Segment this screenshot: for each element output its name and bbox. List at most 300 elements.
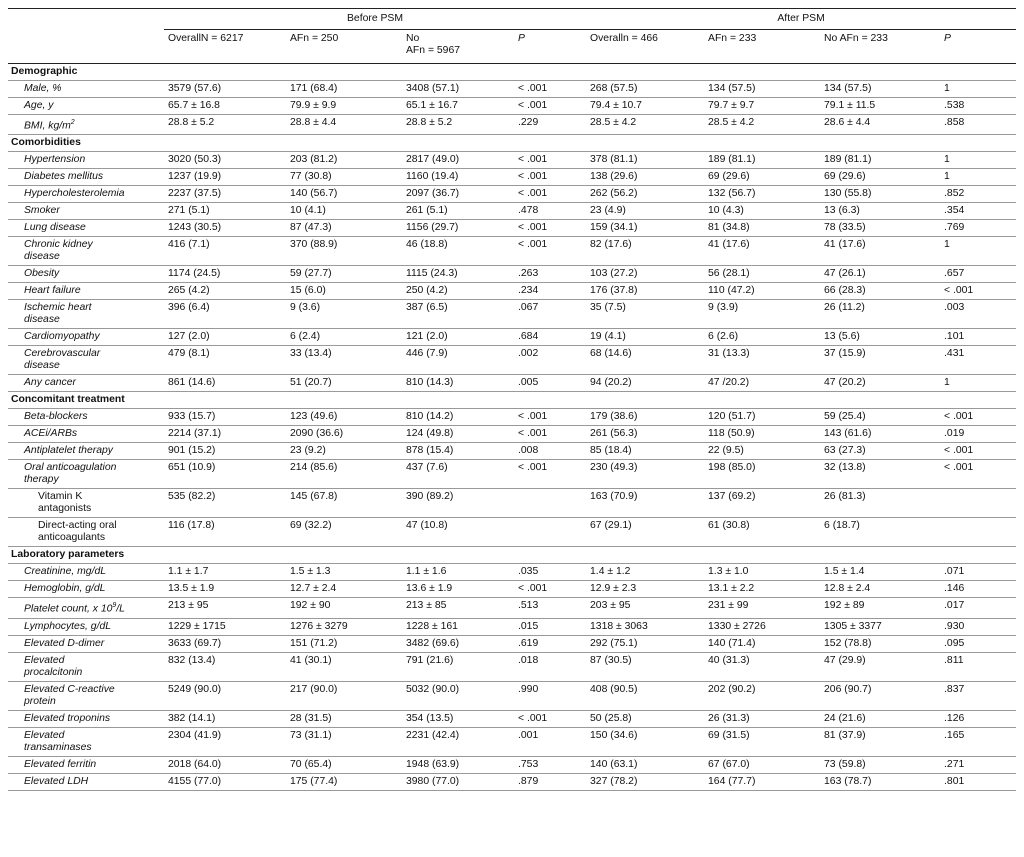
- p-value-cell: < .001: [518, 712, 548, 724]
- value-cell: 140 (63.1): [590, 758, 638, 770]
- table-row: [8, 98, 1016, 115]
- value-cell: 175 (77.4): [290, 775, 338, 787]
- value-cell: 13 (5.6): [824, 331, 860, 343]
- table-row: [8, 266, 1016, 283]
- value-cell: 47 (29.9): [824, 654, 866, 666]
- value-cell: 73 (59.8): [824, 758, 866, 770]
- value-cell: 163 (70.9): [590, 491, 638, 503]
- p-value-cell: .513: [518, 600, 539, 612]
- row-label-text: Elevated C-reactive protein: [24, 683, 115, 707]
- row-label: [8, 115, 164, 135]
- row-label-text: Ischemic heart disease: [24, 302, 92, 326]
- value-cell: 41 (17.6): [824, 239, 866, 251]
- row-label-text: Lung disease: [24, 222, 86, 234]
- row-label: [8, 426, 164, 443]
- value-cell: 23 (9.2): [290, 445, 326, 457]
- row-label-text: Hypercholesterolemia: [24, 188, 125, 200]
- row-label-suffix: /L: [116, 603, 125, 615]
- value-cell: 41 (17.6): [708, 239, 750, 251]
- value-cell: 13.1 ± 2.2: [708, 583, 755, 595]
- p-value-cell: < .001: [944, 411, 974, 423]
- value-cell: 10 (4.1): [290, 205, 326, 217]
- table-row: [8, 329, 1016, 346]
- column-header-row: [8, 30, 1016, 64]
- table-body: [8, 64, 1016, 791]
- group-before-psm: Before PSM: [164, 9, 586, 30]
- p-value-cell: .126: [944, 712, 965, 724]
- table-row: [8, 375, 1016, 392]
- value-cell: 67 (29.1): [590, 520, 632, 532]
- value-cell: 1.1 ± 1.6: [406, 566, 447, 578]
- row-label-text: Elevated procalcitonin: [24, 654, 83, 678]
- table-row: [8, 618, 1016, 635]
- p-value-cell: < .001: [944, 285, 974, 297]
- column-header: P: [518, 33, 525, 44]
- value-cell: 26 (31.3): [708, 712, 750, 724]
- value-cell: 1243 (30.5): [168, 222, 222, 234]
- p-value-cell: .990: [518, 683, 539, 695]
- section-header-row: [8, 135, 1016, 152]
- value-cell: 123 (49.6): [290, 411, 338, 423]
- value-cell: 12.9 ± 2.3: [590, 583, 637, 595]
- value-cell: 271 (5.1): [168, 205, 210, 217]
- value-cell: 2097 (36.7): [406, 188, 460, 200]
- value-cell: 28.8 ± 4.4: [290, 117, 337, 128]
- value-cell: 3579 (57.6): [168, 83, 222, 94]
- table-row: [8, 443, 1016, 460]
- p-value-cell: < .001: [518, 154, 548, 166]
- p-value-cell: .008: [518, 445, 539, 457]
- value-cell: 164 (77.7): [708, 775, 756, 787]
- value-cell: 810 (14.3): [406, 377, 454, 389]
- row-label: [8, 409, 164, 426]
- value-cell: 1160 (19.4): [406, 171, 459, 183]
- value-cell: 81 (34.8): [708, 222, 750, 234]
- value-cell: 73 (31.1): [290, 729, 332, 741]
- row-label: [8, 237, 164, 266]
- value-cell: 202 (90.2): [708, 683, 756, 695]
- row-label: [8, 152, 164, 169]
- p-value-cell: 1: [944, 83, 950, 94]
- p-value-cell: < .001: [518, 83, 548, 94]
- value-cell: 163 (78.7): [824, 775, 872, 787]
- value-cell: 31 (13.3): [708, 348, 750, 360]
- value-cell: 110 (47.2): [708, 285, 755, 297]
- row-label: [8, 346, 164, 375]
- value-cell: 118 (50.9): [708, 428, 755, 440]
- table-row: [8, 460, 1016, 489]
- table-row: [8, 489, 1016, 518]
- value-cell: 124 (49.8): [406, 428, 454, 440]
- table-row: [8, 581, 1016, 598]
- value-cell: 217 (90.0): [290, 683, 338, 695]
- value-cell: 933 (15.7): [168, 411, 216, 423]
- p-value-cell: .684: [518, 331, 539, 343]
- value-cell: 137 (69.2): [708, 491, 756, 503]
- row-label: [8, 710, 164, 727]
- value-cell: 47 (20.2): [824, 377, 866, 389]
- p-value-cell: .753: [518, 758, 539, 770]
- row-label: [8, 283, 164, 300]
- value-cell: 9 (3.9): [708, 302, 739, 314]
- p-value-cell: .002: [518, 348, 539, 360]
- table-row: [8, 635, 1016, 652]
- table-row: [8, 115, 1016, 135]
- value-cell: 51 (20.7): [290, 377, 332, 389]
- row-label-text: Cerebrovascular disease: [24, 348, 101, 372]
- p-value-cell: < .001: [518, 100, 548, 111]
- row-label-text: Age, y: [24, 100, 54, 111]
- row-label: [8, 618, 164, 635]
- value-cell: 24 (21.6): [824, 712, 866, 724]
- value-cell: 192 ± 89: [824, 600, 865, 612]
- value-cell: 1.5 ± 1.3: [290, 566, 331, 578]
- section-title: Comorbidities: [11, 137, 81, 149]
- p-value-cell: .165: [944, 729, 965, 741]
- value-cell: 41 (30.1): [290, 654, 332, 666]
- group-after-psm: After PSM: [586, 9, 1016, 30]
- table-row: [8, 773, 1016, 790]
- value-cell: 203 ± 95: [590, 600, 631, 612]
- p-value-cell: .478: [518, 205, 539, 217]
- row-label-superscript: 9: [112, 602, 117, 610]
- table-row: [8, 756, 1016, 773]
- value-cell: 1115 (24.3): [406, 268, 458, 280]
- p-value-cell: < .001: [518, 583, 548, 595]
- p-value-cell: .801: [944, 775, 965, 787]
- value-cell: 68 (14.6): [590, 348, 632, 360]
- value-cell: 150 (34.6): [590, 729, 638, 741]
- row-label-text: Chronic kidney disease: [24, 239, 93, 263]
- value-cell: 143 (61.6): [824, 428, 872, 440]
- value-cell: 70 (65.4): [290, 758, 332, 770]
- value-cell: 61 (30.8): [708, 520, 750, 532]
- p-value-cell: .619: [518, 637, 539, 649]
- row-label-text: Smoker: [24, 205, 60, 217]
- value-cell: 416 (7.1): [168, 239, 210, 251]
- row-label: [8, 652, 164, 681]
- row-label: [8, 773, 164, 790]
- value-cell: 171 (68.4): [290, 83, 338, 94]
- value-cell: 2214 (37.1): [168, 428, 222, 440]
- value-cell: 810 (14.2): [406, 411, 454, 423]
- value-cell: 19 (4.1): [590, 331, 626, 343]
- value-cell: 120 (51.7): [708, 411, 756, 423]
- value-cell: 65.1 ± 16.7: [406, 100, 458, 111]
- row-label-text: Vitamin K antagonists: [38, 491, 92, 515]
- value-cell: 13.5 ± 1.9: [168, 583, 215, 595]
- row-label-text: BMI, kg/m: [24, 120, 71, 132]
- p-value-cell: .657: [944, 268, 965, 280]
- p-value-cell: < .001: [944, 462, 974, 474]
- value-cell: 56 (28.1): [708, 268, 750, 280]
- value-cell: 59 (27.7): [290, 268, 332, 280]
- value-cell: 46 (18.8): [406, 239, 448, 251]
- value-cell: 23 (4.9): [590, 205, 626, 217]
- p-value-cell: < .001: [518, 188, 548, 200]
- value-cell: 192 ± 90: [290, 600, 331, 612]
- p-value-cell: .837: [944, 683, 965, 695]
- value-cell: 370 (88.9): [290, 239, 338, 251]
- row-label-text: Beta-blockers: [24, 411, 88, 423]
- value-cell: 37 (15.9): [824, 348, 866, 360]
- row-label-text: Lymphocytes, g/dL: [24, 620, 112, 632]
- row-label: [8, 460, 164, 489]
- p-value-cell: .018: [518, 654, 539, 666]
- row-label: [8, 598, 164, 618]
- value-cell: 378 (81.1): [590, 154, 638, 166]
- value-cell: 13 (6.3): [824, 205, 860, 217]
- p-value-cell: < .001: [518, 428, 548, 440]
- value-cell: 28.8 ± 5.2: [406, 117, 453, 128]
- value-cell: 408 (90.5): [590, 683, 638, 695]
- value-cell: 69 (29.6): [708, 171, 750, 183]
- row-label-text: Elevated D-dimer: [24, 637, 105, 649]
- value-cell: 82 (17.6): [590, 239, 632, 251]
- p-value-cell: .095: [944, 637, 965, 649]
- table-row: [8, 518, 1016, 547]
- row-label-text: Creatinine, mg/dL: [24, 566, 107, 578]
- value-cell: 5032 (90.0): [406, 683, 460, 695]
- value-cell: 2231 (42.4): [406, 729, 460, 741]
- table-row: [8, 426, 1016, 443]
- value-cell: 121 (2.0): [406, 331, 448, 343]
- value-cell: 15 (6.0): [290, 285, 326, 297]
- value-cell: 1.4 ± 1.2: [590, 566, 631, 578]
- value-cell: 1174 (24.5): [168, 268, 221, 280]
- p-value-cell: < .001: [518, 411, 548, 423]
- row-label-text: Any cancer: [24, 377, 76, 389]
- value-cell: 26 (11.2): [824, 302, 865, 314]
- p-value-cell: .852: [944, 188, 965, 200]
- value-cell: 1330 ± 2726: [708, 620, 766, 632]
- row-label: [8, 581, 164, 598]
- column-header: No AFn = 5967: [406, 33, 461, 56]
- table-row: [8, 283, 1016, 300]
- row-label-text: Hypertension: [24, 154, 86, 166]
- p-value-cell: < .001: [518, 239, 548, 251]
- value-cell: 261 (5.1): [406, 205, 448, 217]
- p-value-cell: .858: [944, 117, 965, 128]
- value-cell: 66 (28.3): [824, 285, 866, 297]
- value-cell: 40 (31.3): [708, 654, 750, 666]
- row-label: [8, 489, 164, 518]
- value-cell: 132 (56.7): [708, 188, 756, 200]
- value-cell: 78 (33.5): [824, 222, 866, 234]
- p-value-cell: 1: [944, 239, 950, 251]
- p-value-cell: .879: [518, 775, 539, 787]
- value-cell: 6 (2.4): [290, 331, 321, 343]
- row-label: [8, 727, 164, 756]
- value-cell: 535 (82.2): [168, 491, 216, 503]
- value-cell: 69 (29.6): [824, 171, 866, 183]
- value-cell: 47 (26.1): [824, 268, 866, 280]
- table-row: [8, 564, 1016, 581]
- value-cell: 6 (18.7): [824, 520, 860, 532]
- value-cell: 250 (4.2): [406, 285, 448, 297]
- value-cell: 387 (6.5): [406, 302, 448, 314]
- value-cell: 69 (32.2): [290, 520, 332, 532]
- value-cell: 265 (4.2): [168, 285, 210, 297]
- row-label: [8, 681, 164, 710]
- row-label: [8, 635, 164, 652]
- value-cell: 87 (47.3): [290, 222, 332, 234]
- table-row: [8, 727, 1016, 756]
- p-value-cell: < .001: [518, 462, 548, 474]
- p-value-cell: .229: [518, 117, 539, 128]
- row-label-text: Antiplatelet therapy: [24, 445, 113, 457]
- value-cell: 832 (13.4): [168, 654, 216, 666]
- value-cell: 262 (56.2): [590, 188, 638, 200]
- p-value-cell: 1: [944, 154, 950, 166]
- value-cell: 79.9 ± 9.9: [290, 100, 337, 111]
- table-row: [8, 710, 1016, 727]
- value-cell: 2304 (41.9): [168, 729, 222, 741]
- column-header: AFn = 233: [708, 33, 757, 44]
- p-value-cell: .271: [944, 758, 965, 770]
- value-cell: 33 (13.4): [290, 348, 332, 360]
- row-label-text: Obesity: [24, 268, 60, 280]
- value-cell: 28.6 ± 4.4: [824, 117, 871, 128]
- section-header-row: [8, 547, 1016, 564]
- value-cell: 1.5 ± 1.4: [824, 566, 865, 578]
- baseline-characteristics-table: [8, 8, 1016, 791]
- value-cell: 203 (81.2): [290, 154, 338, 166]
- value-cell: 138 (29.6): [590, 171, 638, 183]
- value-cell: 2237 (37.5): [168, 188, 222, 200]
- value-cell: 22 (9.5): [708, 445, 744, 457]
- row-label: [8, 203, 164, 220]
- column-header: P: [944, 33, 951, 44]
- value-cell: 103 (27.2): [590, 268, 638, 280]
- row-label: [8, 266, 164, 283]
- value-cell: 59 (25.4): [824, 411, 866, 423]
- row-label-text: Diabetes mellitus: [24, 171, 104, 183]
- value-cell: 116 (17.8): [168, 520, 215, 532]
- value-cell: 3020 (50.3): [168, 154, 222, 166]
- row-label: [8, 756, 164, 773]
- value-cell: 4155 (77.0): [168, 775, 222, 787]
- table-header: [8, 9, 1016, 64]
- row-label: [8, 329, 164, 346]
- p-value-cell: .354: [944, 205, 965, 217]
- value-cell: 437 (7.6): [406, 462, 448, 474]
- value-cell: 878 (15.4): [406, 445, 454, 457]
- row-label: [8, 81, 164, 98]
- value-cell: 206 (90.7): [824, 683, 872, 695]
- table-row: [8, 346, 1016, 375]
- value-cell: 13.6 ± 1.9: [406, 583, 453, 595]
- p-value-cell: .146: [944, 583, 965, 595]
- p-value-cell: < .001: [944, 445, 974, 457]
- row-label: [8, 564, 164, 581]
- table-container: [8, 8, 1016, 791]
- value-cell: 127 (2.0): [168, 331, 210, 343]
- value-cell: 2817 (49.0): [406, 154, 460, 166]
- value-cell: 12.8 ± 2.4: [824, 583, 871, 595]
- value-cell: 130 (55.8): [824, 188, 872, 200]
- value-cell: 3633 (69.7): [168, 637, 222, 649]
- row-label-text: Hemoglobin, g/dL: [24, 583, 106, 595]
- value-cell: 26 (81.3): [824, 491, 866, 503]
- value-cell: 1237 (19.9): [168, 171, 222, 183]
- row-label-text: Elevated LDH: [24, 775, 89, 787]
- row-label: [8, 443, 164, 460]
- row-label-text: ACEi/ARBs: [24, 428, 78, 440]
- p-value-cell: 1: [944, 377, 950, 389]
- value-cell: 179 (38.6): [590, 411, 638, 423]
- p-value-cell: .538: [944, 100, 965, 111]
- value-cell: 390 (89.2): [406, 491, 454, 503]
- p-value-cell: .234: [518, 285, 539, 297]
- value-cell: 9 (3.6): [290, 302, 321, 314]
- row-label: [8, 169, 164, 186]
- column-header: OverallN = 6217: [168, 33, 244, 44]
- value-cell: 1229 ± 1715: [168, 620, 226, 632]
- value-cell: 85 (18.4): [590, 445, 632, 457]
- p-value-cell: .001: [518, 729, 539, 741]
- value-cell: 479 (8.1): [168, 348, 210, 360]
- table-row: [8, 681, 1016, 710]
- p-value-cell: [514, 518, 586, 547]
- p-value-cell: .005: [518, 377, 539, 389]
- table-row: [8, 203, 1016, 220]
- group-header-row: [8, 9, 1016, 30]
- column-header: No AFn = 233: [824, 33, 888, 44]
- table-row: [8, 220, 1016, 237]
- p-value-cell: .067: [518, 302, 539, 314]
- p-value-cell: .263: [518, 268, 539, 280]
- p-value-cell: [514, 489, 586, 518]
- p-value-cell: [940, 518, 1016, 547]
- value-cell: 1228 ± 161: [406, 620, 458, 632]
- p-value-cell: .071: [944, 566, 965, 578]
- value-cell: 77 (30.8): [290, 171, 332, 183]
- p-value-cell: < .001: [518, 222, 548, 234]
- value-cell: 32 (13.8): [824, 462, 866, 474]
- value-cell: 134 (57.5): [708, 83, 756, 94]
- row-label: [8, 375, 164, 392]
- value-cell: 1948 (63.9): [406, 758, 460, 770]
- section-title: Laboratory parameters: [11, 549, 125, 561]
- p-value-cell: .101: [944, 331, 965, 343]
- row-label-text: Direct-acting oral anticoagulants: [38, 520, 117, 544]
- value-cell: 67 (67.0): [708, 758, 750, 770]
- p-value-cell: .003: [944, 302, 965, 314]
- value-cell: 901 (15.2): [168, 445, 216, 457]
- table-row: [8, 237, 1016, 266]
- row-label-text: Platelet count, x 10: [24, 603, 113, 615]
- section-title: Concomitant treatment: [11, 394, 125, 406]
- value-cell: 1.3 ± 1.0: [708, 566, 749, 578]
- value-cell: 2018 (64.0): [168, 758, 222, 770]
- row-label-text: Elevated ferritin: [24, 758, 97, 770]
- value-cell: 94 (20.2): [590, 377, 632, 389]
- value-cell: 79.1 ± 11.5: [824, 100, 876, 111]
- value-cell: 861 (14.6): [168, 377, 216, 389]
- value-cell: 134 (57.5): [824, 83, 872, 94]
- header-blank: [8, 9, 164, 30]
- value-cell: 28.5 ± 4.2: [590, 117, 637, 128]
- value-cell: 81 (37.9): [824, 729, 866, 741]
- value-cell: 151 (71.2): [290, 637, 338, 649]
- row-label-text: Heart failure: [24, 285, 81, 297]
- row-label-text: Elevated troponins: [24, 712, 111, 724]
- p-value-cell: .019: [944, 428, 965, 440]
- value-cell: 50 (25.8): [590, 712, 632, 724]
- section-header-row: [8, 64, 1016, 81]
- table-row: [8, 186, 1016, 203]
